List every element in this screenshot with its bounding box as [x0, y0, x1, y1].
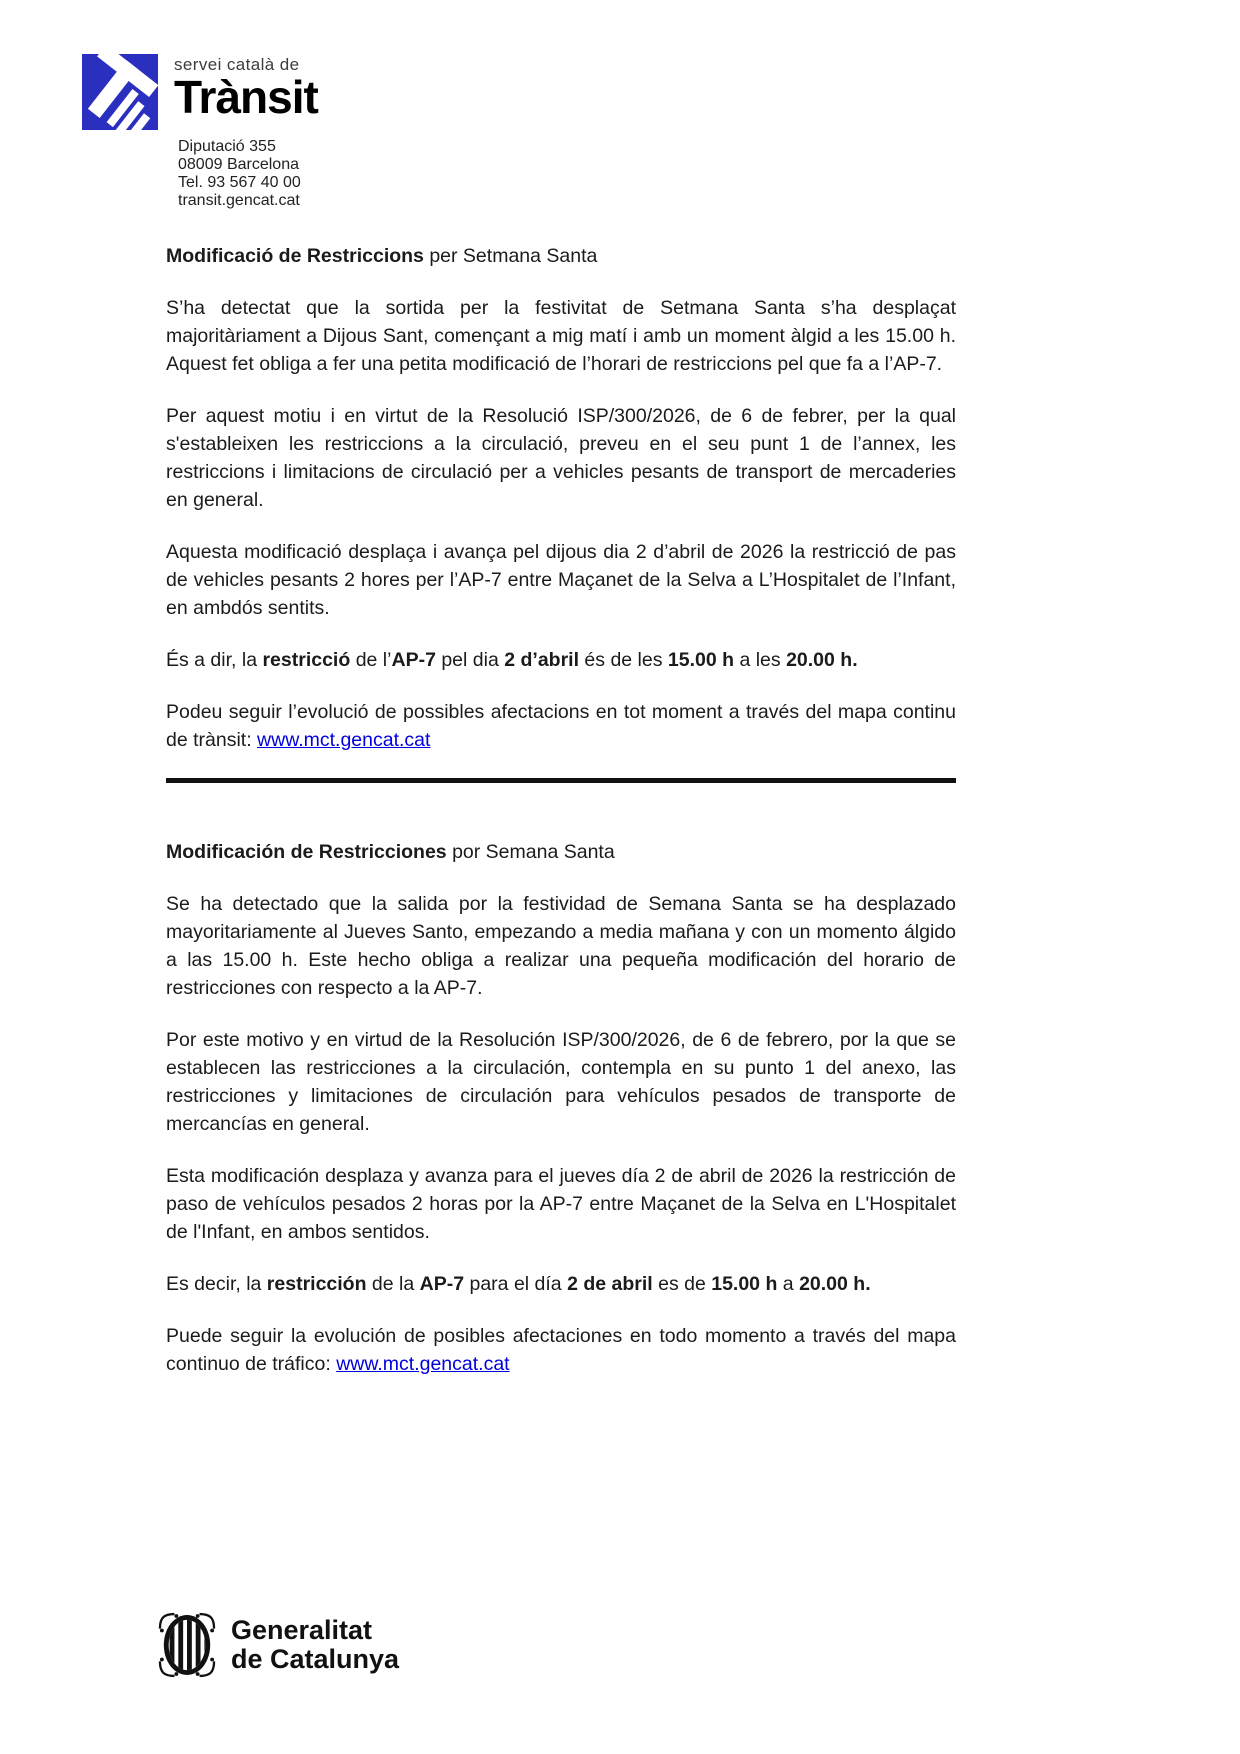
- summary-text: És a dir, la: [166, 649, 263, 671]
- summary-bold: 15.00 h: [711, 1273, 778, 1295]
- document-body: [166, 242, 956, 1402]
- summary-bold: AP-7: [419, 1273, 465, 1295]
- summary-text: a les: [734, 649, 787, 671]
- summary-text: a: [777, 1273, 800, 1295]
- logo-tagline: servei català de: [174, 55, 300, 74]
- summary-bold: 15.00 h: [667, 649, 735, 671]
- catalan-paragraph-3: Aquesta modificació desplaça i avança pel dijous dia 2 d’abril de 2026 la restricció de pas de vehicles pesants 2 hores per l’AP-7 entre Maçanet de la Selva a L’Hospitalet de l’Infant, en ambdós sentits.: [166, 541, 956, 619]
- address-street: Diputació 355: [178, 138, 276, 155]
- catalan-title: [166, 242, 956, 270]
- summary-text: para el día: [464, 1273, 568, 1295]
- summary-bold: restricción: [266, 1273, 367, 1295]
- catalan-title-rest: per Setmana Santa: [423, 245, 598, 267]
- summary-text: és de les: [579, 649, 668, 671]
- summary-bold: 20.00 h.: [786, 649, 858, 671]
- spanish-title: [166, 838, 956, 866]
- generalitat-wordmark: [231, 1616, 399, 1674]
- catalan-summary-line: [166, 646, 956, 674]
- spanish-summary-line: [166, 1270, 956, 1298]
- catalan-follow-paragraph: [166, 698, 956, 754]
- summary-text: de la: [366, 1273, 420, 1295]
- summary-text: es de: [652, 1273, 712, 1295]
- spanish-title-rest: por Semana Santa: [446, 841, 615, 863]
- section-spanish: [166, 838, 956, 1378]
- catalan-paragraph-2: Per aquest motiu i en virtut de la Resolució ISP/300/2026, de 6 de febrer, per la qual s'estableixen les restriccions a la circulació, preveu en el seu punt 1 de l’annex, les restriccions i limitacions de circulació per a vehicles pesants de transport de mercaderies en general.: [166, 405, 956, 511]
- transit-letterhead: [82, 54, 318, 130]
- transit-logo-icon: [82, 54, 158, 130]
- summary-bold: 20.00 h.: [799, 1273, 871, 1295]
- summary-bold: AP-7: [391, 649, 436, 671]
- mct-gencat-link[interactable]: www.mct.gencat.cat: [257, 729, 431, 751]
- summary-bold: 2 de abril: [567, 1273, 653, 1295]
- mct-gencat-link[interactable]: www.mct.gencat.cat: [336, 1353, 510, 1375]
- logo-brand: Trànsit: [174, 71, 318, 123]
- summary-bold: 2 d’abril: [504, 649, 580, 671]
- generalitat-emblem-icon: [158, 1612, 216, 1678]
- letterhead-address: [178, 138, 301, 210]
- address-city: 08009 Barcelona: [178, 156, 299, 173]
- address-phone: Tel. 93 567 40 00: [178, 174, 301, 191]
- spanish-paragraph-2: Por este motivo y en virtud de la Resolución ISP/300/2026, de 6 de febrero, por la que se establecen las restricciones a la circulación, contempla en su punto 1 del anexo, las restricciones y limitaciones de circulación para vehículos pesados de transporte de mercancías en general.: [166, 1029, 956, 1135]
- spanish-title-bold: Modificación de Restricciones: [166, 841, 447, 863]
- address-web: transit.gencat.cat: [178, 192, 300, 209]
- generalitat-line2: de Catalunya: [231, 1644, 400, 1674]
- spanish-follow-paragraph: [166, 1322, 956, 1378]
- follow-text: Puede seguir la evolución de posibles afectaciones en todo momento a través del mapa continuo de tráfico:: [166, 1325, 956, 1375]
- summary-text: pel dia: [435, 649, 505, 671]
- summary-text: Es decir, la: [166, 1273, 267, 1295]
- section-divider: [166, 778, 956, 783]
- spanish-paragraph-1: Se ha detectado que la salida por la festividad de Semana Santa se ha desplazado mayoritariamente al Jueves Santo, empezando a media mañana y con un momento álgido a las 15.00 h. Este hecho obliga a realizar una pequeña modificación del horario de restricciones con respecto a la AP-7.: [166, 893, 956, 999]
- generalitat-line1: Generalitat: [231, 1615, 373, 1645]
- spanish-paragraph-3: Esta modificación desplaza y avanza para el jueves día 2 de abril de 2026 la restricción de paso de vehículos pesados 2 horas por la AP-7 entre Maçanet de la Selva en L'Hospitalet de l'Infant, en ambos sentidos.: [166, 1165, 956, 1243]
- catalan-paragraph-1: S’ha detectat que la sortida per la festivitat de Setmana Santa s’ha desplaçat majoritàriament a Dijous Sant, començant a mig matí i amb un moment àlgid a les 15.00 h. Aquest fet obliga a fer una petita modificació de l’horari de restriccions pel que fa a l’AP-7.: [166, 297, 956, 375]
- summary-text: de l’: [350, 649, 392, 671]
- transit-logo-text: [174, 54, 318, 130]
- follow-text: Podeu seguir l’evolució de possibles afectacions en tot moment a través del mapa continu de trànsit:: [166, 701, 956, 751]
- section-catalan: [166, 242, 956, 754]
- summary-bold: restricció: [262, 649, 351, 671]
- catalan-title-bold: Modificació de Restriccions: [166, 245, 424, 267]
- generalitat-footer: [158, 1612, 399, 1678]
